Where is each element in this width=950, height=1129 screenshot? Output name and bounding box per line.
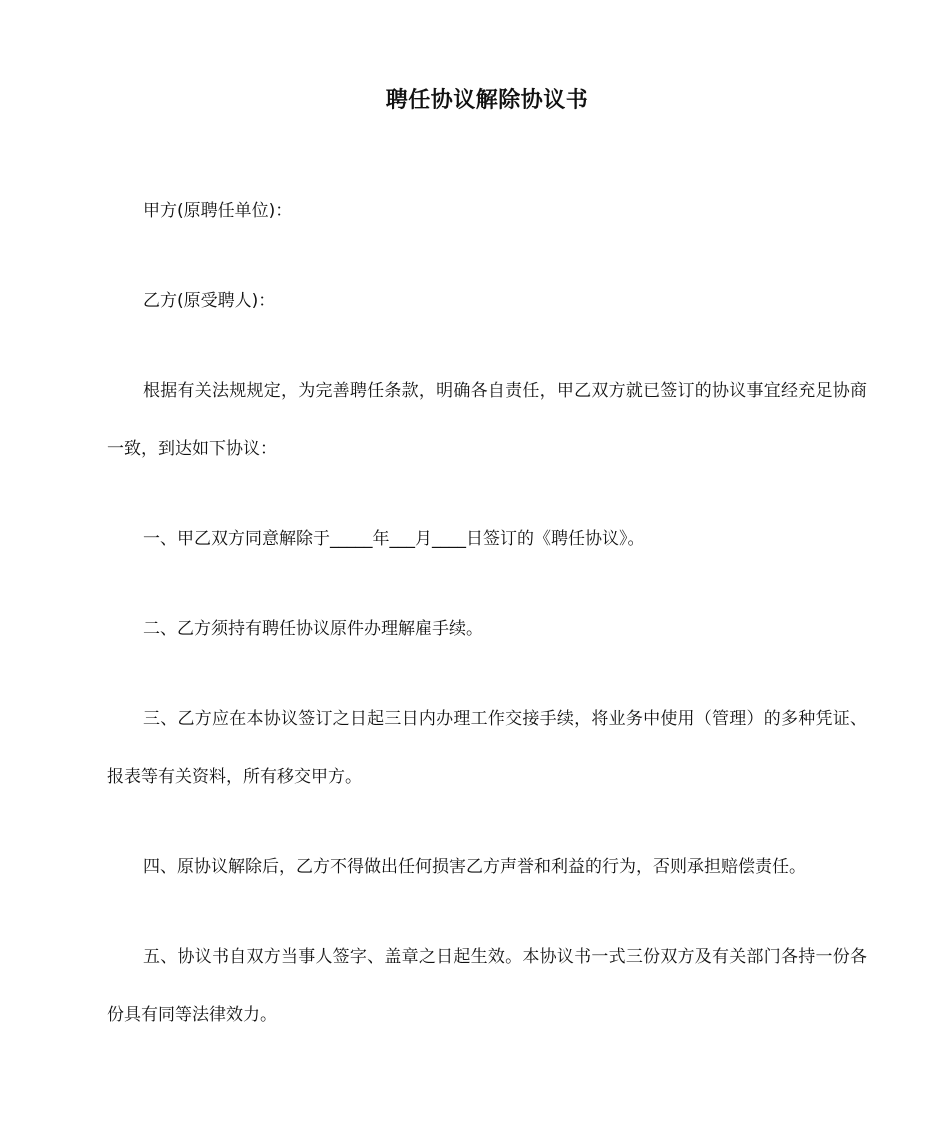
party-a-line: 甲方(原聘任单位)： — [143, 201, 293, 221]
clause-4: 四、原协议解除后，乙方不得做出任何损害乙方声誉和利益的行为，否则承担赔偿责任。 — [143, 857, 806, 877]
clause-1: 一、甲乙双方同意解除于_____年___月____日签订的《聘任协议》。 — [143, 529, 645, 549]
clause-5: 五、协议书自双方当事人签字、盖章之日起生效。本协议书一式三份双方及有关部门各持一份各份具有同等法律效力。 — [107, 947, 867, 1025]
party-b-line: 乙方(原受聘人)： — [143, 291, 276, 311]
preamble-paragraph: 根据有关法规规定，为完善聘任条款，明确各自责任，甲乙双方就已签订的协议事宜经充足协商一致，到达如下协议： — [107, 381, 867, 459]
document-title: 聘任协议解除协议书 — [385, 88, 589, 113]
clause-3: 三、乙方应在本协议签订之日起三日内办理工作交接手续，将业务中使用（管理）的多种凭证、报表等有关资料，所有移交甲方。 — [107, 709, 867, 787]
clause-2: 二、乙方须持有聘任协议原件办理解雇手续。 — [143, 619, 483, 639]
